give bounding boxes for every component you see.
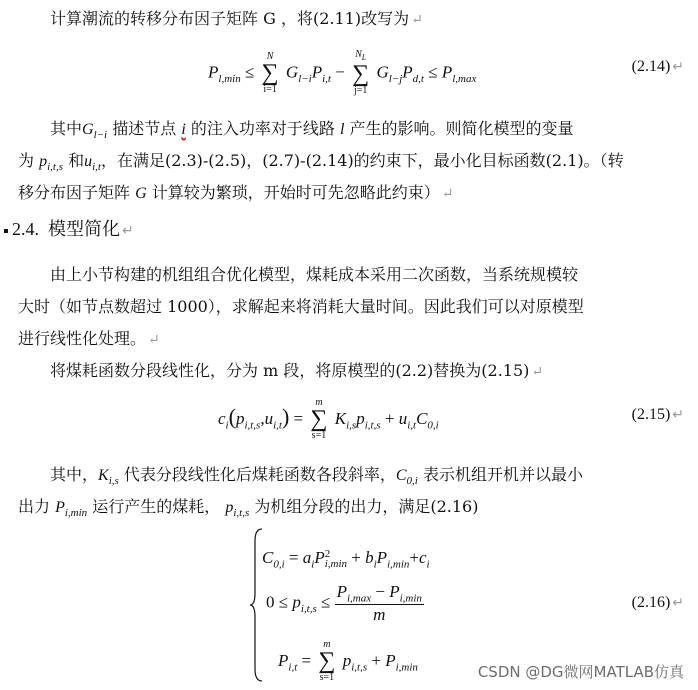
- paragraph-5-line-2: 出力 $P_{i,min}$ 运行产生的煤耗， $p_{i,t,s}$ 为机组分段的出力，满足(2.16): [18, 497, 479, 520]
- equation-number: (2.14) ↵: [631, 58, 684, 75]
- paragraph-4: 将煤耗函数分段线性化，分为 m 段，将原模型的(2.2)替换为(2.15) ↵: [50, 361, 544, 380]
- section-heading: 2.4. 模型简化 ↵: [4, 215, 134, 241]
- paragraph-3-line-2: 大时（如节点数超过 1000），求解起来将消耗大量时间。因此我们可以对原模型: [18, 297, 584, 316]
- watermark: CSDN @DG微网MATLAB仿真: [477, 663, 684, 681]
- equation-2-15-body: $c_i(p_{i,t,s},u_{i,t})$ = m ∑ s=1 $K_{i,s}p_{i,t,s} + u_{i,t}C_{0,i}$: [218, 397, 439, 441]
- equation-2-15: [0, 392, 698, 446]
- equation-2-14: [0, 44, 698, 98]
- paragraph-2-line-1: 其中$G_{l-i}$ 描述节点 i 的注入功率对于线路 l 产生的影响。则简化模型的变量: [50, 119, 574, 142]
- sum-symbol: m ∑ s=1: [310, 397, 328, 441]
- sum-symbol: N ∑ i=1: [261, 50, 279, 95]
- equation-2-16-row-2: $0 \le p_{i,t,s}$ ≤ $P_{i,max} - P_{i,min}$ m: [266, 582, 422, 625]
- equation-2-16-row-1: $C_{0,i} = a_iP$ 2 i,min + $b_iP_{i,min}+c_i$: [262, 548, 430, 571]
- paragraph-1: 计算潮流的转移分布因子矩阵 G ，将(2.11)改写为 ↵: [50, 9, 423, 28]
- section-title: 模型简化: [48, 219, 120, 240]
- fraction: $P_{i,max} - P_{i,min}$ m: [336, 582, 422, 625]
- heading-bullet: [4, 229, 8, 233]
- paragraph-2-line-2: 为 $p_{i,t,s}$ 和$u_{i,t}$，在满足(2.3)-(2.5)，(2.7)-(2.14)的约束下，最小化目标函数(2.1)。（转: [18, 151, 624, 174]
- sum-symbol: m ∑ s=1: [318, 639, 336, 683]
- paragraph-3-line-3: 进行线性化处理。 ↵: [18, 329, 160, 348]
- equation-number: (2.15) ↵: [631, 406, 684, 423]
- paragraph-return-mark: ↵: [411, 12, 423, 28]
- section-number: 2.4.: [12, 219, 39, 239]
- paragraph-3-line-1: 由上小节构建的机组组合优化模型，煤耗成本采用二次函数，当系统规模较: [50, 265, 579, 284]
- paragraph-5-line-1: 其中，$K_{i,s}$ 代表分段线性化后煤耗函数各段斜率，$C_{0,i}$ 表示机组开机并以最小: [50, 465, 583, 488]
- sum-symbol: $N_L$ ∑ j=1: [352, 49, 370, 96]
- paragraph-2-line-3: 移分布因子矩阵 G 计算较为繁琐，开始时可先忽略此约束） ↵: [18, 183, 454, 202]
- equation-2-14-body: $P_{l,min}$ ≤ N ∑ i=1 $G_{l-i}P_{i,t}$ − $N_L$ ∑ j=1 $G_{l-j}P_{d,t} \le P_{l,max}$: [208, 49, 477, 96]
- equation-number: (2.16) ↵: [631, 594, 684, 611]
- equation-2-16-row-3: $P_{i,t}$ = m ∑ s=1 $p_{i,t,s} + P_{i,min}$: [278, 639, 418, 683]
